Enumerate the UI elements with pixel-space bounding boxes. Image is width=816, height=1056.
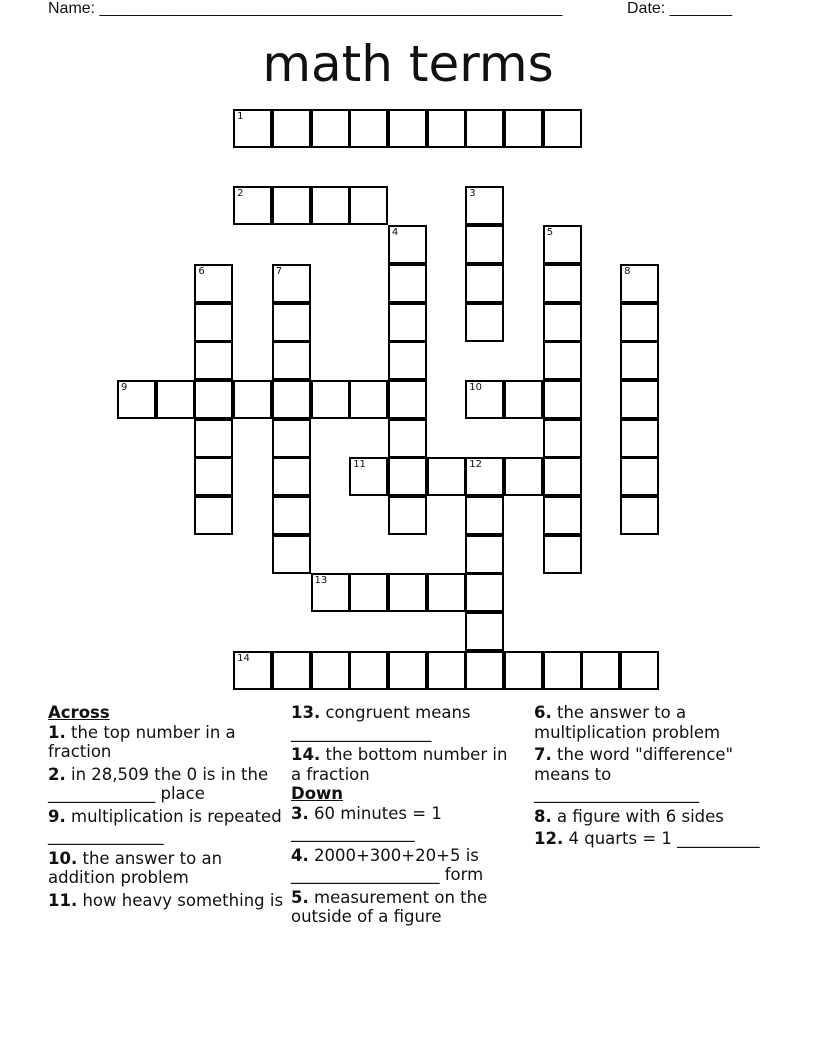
crossword-cell[interactable] <box>620 651 659 690</box>
crossword-cell[interactable] <box>194 419 233 458</box>
crossword-cell[interactable] <box>543 225 582 264</box>
cell-number: 1 <box>237 111 244 122</box>
crossword-cell[interactable] <box>465 264 504 303</box>
crossword-cell[interactable] <box>543 109 582 148</box>
cell-number: 4 <box>391 227 399 239</box>
clue-down-7: 7. the word "difference" means to ____________________ <box>534 745 734 803</box>
crossword-cell[interactable] <box>620 457 659 496</box>
crossword-cell[interactable] <box>388 109 427 148</box>
crossword-cell[interactable] <box>543 651 582 690</box>
clue-down-8: 8. a figure with 6 sides <box>534 806 724 826</box>
crossword-cell[interactable] <box>233 380 272 419</box>
crossword-cell[interactable] <box>388 419 427 458</box>
crossword-cell[interactable] <box>543 303 582 342</box>
across-heading: Across <box>48 703 110 722</box>
crossword-cell[interactable] <box>465 109 504 148</box>
crossword-cell[interactable] <box>349 457 388 496</box>
crossword-cell[interactable] <box>427 457 466 496</box>
crossword-cell[interactable] <box>272 264 311 303</box>
date-field[interactable]: Date: _______ <box>627 0 732 17</box>
crossword-cell[interactable] <box>427 573 466 612</box>
crossword-cell[interactable] <box>194 303 233 342</box>
cell-number: 10 <box>469 381 483 393</box>
crossword-cell[interactable] <box>194 341 233 380</box>
cell-number: 6 <box>198 265 205 277</box>
crossword-cell[interactable] <box>272 651 311 690</box>
clue-across-1: 1. the top number in a fraction <box>48 722 236 761</box>
crossword-cell[interactable] <box>620 264 659 303</box>
clue-across-11: 11. how heavy something is <box>48 890 284 910</box>
crossword-cell[interactable] <box>465 457 504 496</box>
crossword-cell[interactable] <box>388 573 427 612</box>
crossword-cell[interactable] <box>465 535 504 574</box>
crossword-cell[interactable] <box>156 380 195 419</box>
crossword-cell[interactable] <box>465 573 504 612</box>
crossword-cell[interactable] <box>388 457 427 496</box>
clues-column-2 <box>291 703 521 930</box>
crossword-cell[interactable] <box>272 109 311 148</box>
cell-number: 13 <box>314 575 328 587</box>
crossword-cell[interactable] <box>388 225 427 264</box>
crossword-cell[interactable] <box>311 651 350 690</box>
crossword-cell[interactable] <box>543 419 582 458</box>
crossword-cell[interactable] <box>233 186 272 225</box>
crossword-cell[interactable] <box>504 651 543 690</box>
crossword-cell[interactable] <box>233 651 272 690</box>
crossword-cell[interactable] <box>543 457 582 496</box>
crossword-cell[interactable] <box>272 186 311 225</box>
cell-number: 14 <box>237 652 250 664</box>
crossword-cell[interactable] <box>272 380 311 419</box>
crossword-cell[interactable] <box>427 109 466 148</box>
crossword-cell[interactable] <box>504 109 543 148</box>
crossword-cell[interactable] <box>194 264 233 303</box>
crossword-cell[interactable] <box>349 573 388 612</box>
crossword-cell[interactable] <box>620 419 659 458</box>
crossword-cell[interactable] <box>233 109 272 148</box>
clue-down-12: 12. 4 quarts = 1 __________ <box>534 829 760 848</box>
crossword-cell[interactable] <box>543 264 582 303</box>
crossword-cell[interactable] <box>388 651 427 690</box>
clue-down-6: 6. the answer to a multiplication problem <box>534 703 721 742</box>
crossword-cell[interactable] <box>543 496 582 535</box>
crossword-cell[interactable] <box>311 573 350 612</box>
cell-number: 12 <box>469 459 483 471</box>
crossword-cell[interactable] <box>581 651 620 690</box>
crossword-cell[interactable] <box>311 186 350 225</box>
crossword-cell[interactable] <box>504 380 543 419</box>
crossword-cell[interactable] <box>272 496 311 535</box>
crossword-cell[interactable] <box>272 419 311 458</box>
clue-across-2: 2. in 28,509 the 0 is in the _____________ place <box>48 764 269 803</box>
page-title: math terms <box>262 35 554 93</box>
crossword-cell[interactable] <box>194 457 233 496</box>
clue-across-9: 9. multiplication is repeated ______________ <box>48 806 282 845</box>
cell-number: 2 <box>237 188 244 200</box>
clue-down-3: 3. 60 minutes = 1 _______________ <box>291 803 442 842</box>
crossword-cell[interactable] <box>504 457 543 496</box>
clue-down-4: 4. 2000+300+20+5 is __________________ form <box>291 845 484 884</box>
crossword-cell[interactable] <box>388 380 427 419</box>
cell-number: 9 <box>121 381 128 393</box>
crossword-cell[interactable] <box>388 303 427 342</box>
crossword-cell[interactable] <box>272 341 311 380</box>
crossword-cell[interactable] <box>311 380 350 419</box>
crossword-cell[interactable] <box>349 651 388 690</box>
crossword-cell[interactable] <box>465 225 504 264</box>
clue-across-13: 13. congruent means _________________ <box>291 703 471 742</box>
crossword-cell[interactable] <box>543 535 582 574</box>
crossword-cell[interactable] <box>349 109 388 148</box>
clues-column-1 <box>48 703 284 913</box>
clue-down-5: 5. measurement on the outside of a figure <box>291 887 488 926</box>
clue-across-10: 10. the answer to an addition problem <box>48 848 223 887</box>
crossword-cell[interactable] <box>620 380 659 419</box>
crossword-cell[interactable] <box>465 612 504 651</box>
crossword-cell[interactable] <box>194 380 233 419</box>
crossword-cell[interactable] <box>465 380 504 419</box>
crossword-cell[interactable] <box>117 380 156 419</box>
crossword-cell[interactable] <box>543 341 582 380</box>
crossword-cell[interactable] <box>311 109 350 148</box>
crossword-cell[interactable] <box>272 303 311 342</box>
crossword-cell[interactable] <box>349 186 388 225</box>
crossword-cell[interactable] <box>388 496 427 535</box>
crossword-cell[interactable] <box>465 186 504 225</box>
crossword-cell[interactable] <box>620 303 659 342</box>
crossword-cell[interactable] <box>194 496 233 535</box>
down-heading: Down <box>291 784 344 803</box>
crossword-cell[interactable] <box>388 341 427 380</box>
clues-column-3 <box>534 703 762 852</box>
crossword-cell[interactable] <box>272 535 311 574</box>
crossword-cell[interactable] <box>465 303 504 342</box>
crossword-cell[interactable] <box>349 380 388 419</box>
crossword-cell[interactable] <box>620 341 659 380</box>
crossword-cell[interactable] <box>272 457 311 496</box>
crossword-cell[interactable] <box>543 380 582 419</box>
crossword-cell[interactable] <box>620 496 659 535</box>
crossword-cell[interactable] <box>465 651 504 690</box>
crossword-cell[interactable] <box>427 651 466 690</box>
crossword-cell[interactable] <box>388 264 427 303</box>
cell-number: 11 <box>353 459 366 471</box>
cell-number: 8 <box>624 265 631 277</box>
name-field[interactable]: Name: ____________________________________________________ <box>48 0 563 17</box>
clue-across-14: 14. the bottom number in a fraction <box>291 745 508 784</box>
cell-number: 5 <box>546 227 554 239</box>
cell-number: 3 <box>469 188 476 200</box>
crossword-cell[interactable] <box>465 496 504 535</box>
cell-number: 7 <box>275 265 283 277</box>
